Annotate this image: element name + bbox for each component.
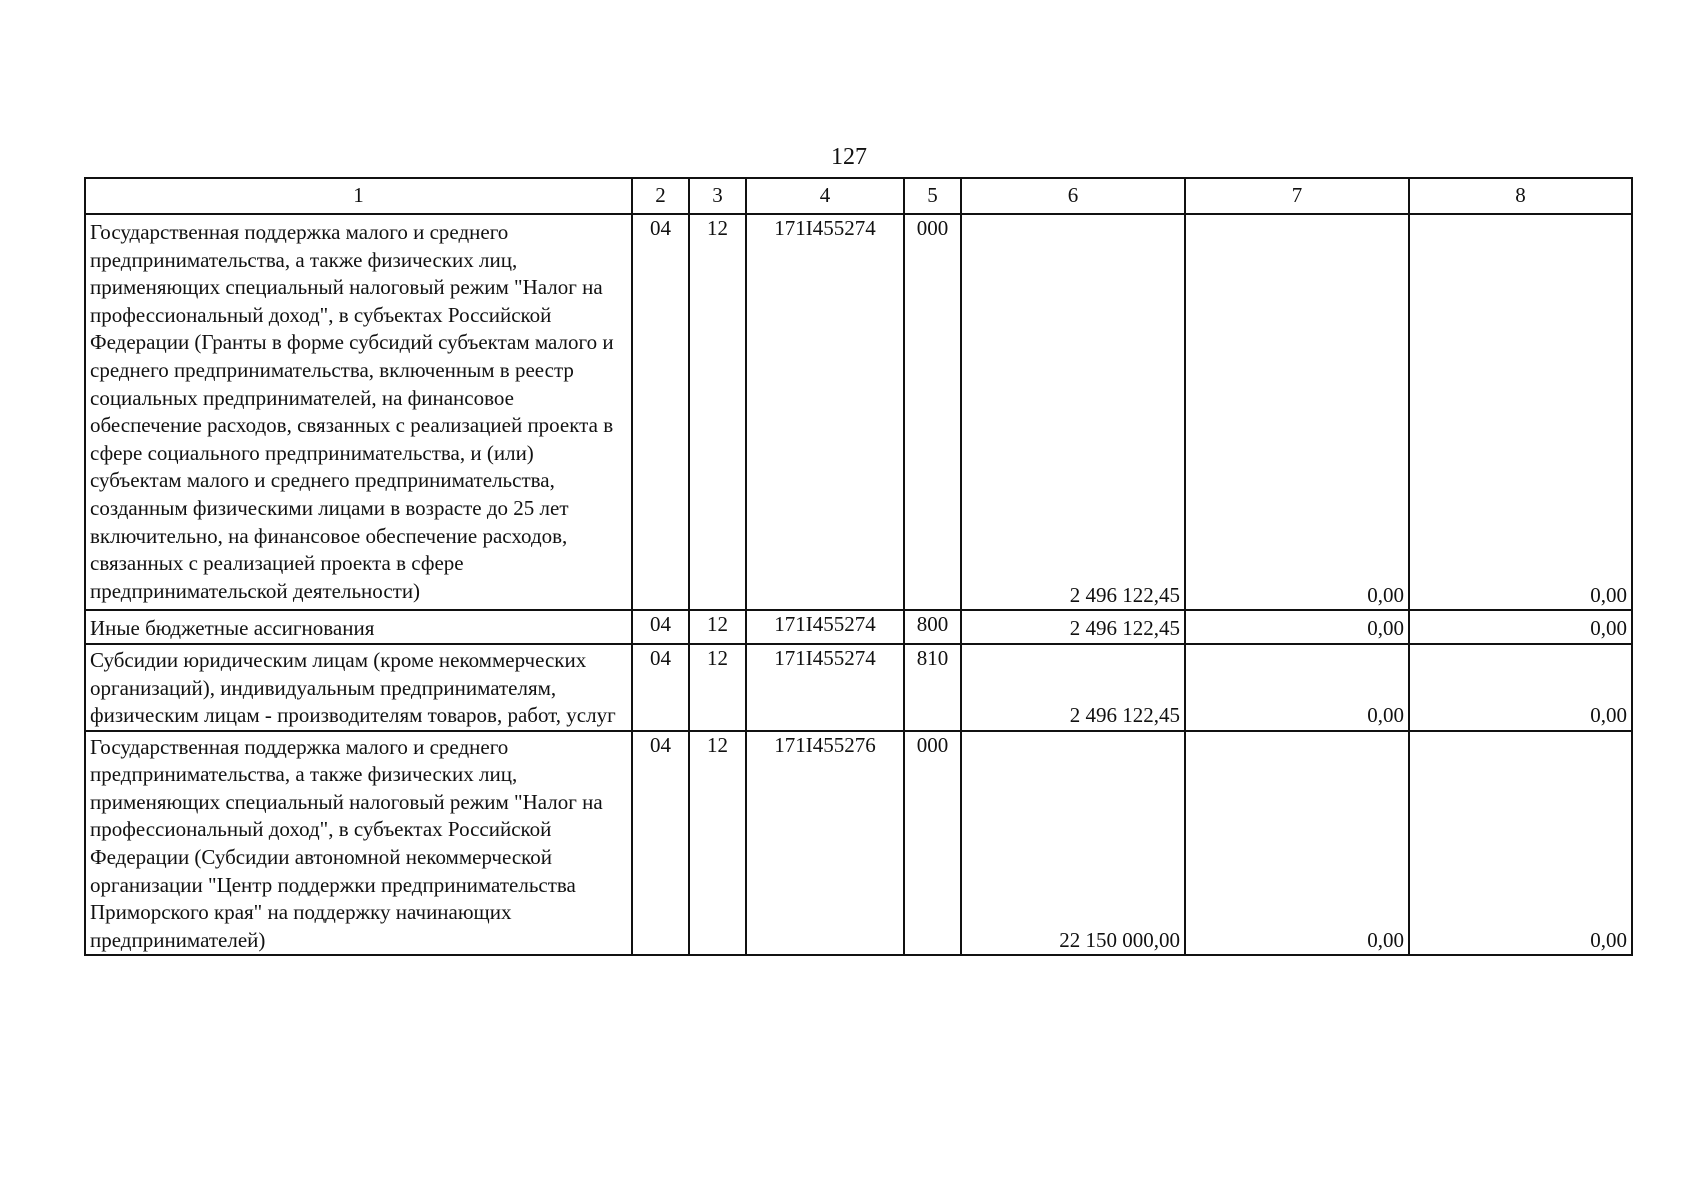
page-number: 127 (831, 144, 867, 170)
table-header-row (85, 178, 1632, 214)
row-amount-col8: 0,00 (1409, 610, 1632, 644)
table-row (85, 731, 1632, 956)
row-amount-col8: 0,00 (1409, 731, 1632, 956)
row-expense-type-code: 810 (904, 644, 961, 731)
row-name: Иные бюджетные ассигнования (85, 610, 632, 644)
header-col-3: 3 (689, 178, 746, 214)
row-expense-type-code: 000 (904, 731, 961, 956)
row-target-code: 171I455274 (746, 610, 904, 644)
row-name: Государственная поддержка малого и среднего предпринимательства, а также физических лиц, применяющих специальный налоговый режим "Налог на профессиональный доход", в субъектах Российской Федерации (Субсидии автономной некоммерческой организации "Центр поддержки предпринимательства Приморского края" на поддержку начинающих предпринимателей) (85, 731, 632, 956)
row-amount-col7: 0,00 (1185, 731, 1409, 956)
row-subsection-code: 12 (689, 731, 746, 956)
table-row (85, 644, 1632, 731)
row-name: Субсидии юридическим лицам (кроме некоммерческих организаций), индивидуальным предпринимателям, физическим лицам - производителям товаров, работ, услуг (85, 644, 632, 731)
row-target-code: 171I455274 (746, 214, 904, 610)
row-amount-col6: 2 496 122,45 (961, 644, 1185, 731)
row-amount-col7: 0,00 (1185, 610, 1409, 644)
row-amount-col6: 22 150 000,00 (961, 731, 1185, 956)
row-amount-col6: 2 496 122,45 (961, 610, 1185, 644)
row-amount-col7: 0,00 (1185, 214, 1409, 610)
row-amount-col6: 2 496 122,45 (961, 214, 1185, 610)
row-expense-type-code: 800 (904, 610, 961, 644)
row-expense-type-code: 000 (904, 214, 961, 610)
row-subsection-code: 12 (689, 610, 746, 644)
row-subsection-code: 12 (689, 644, 746, 731)
header-col-7: 7 (1185, 178, 1409, 214)
row-section-code: 04 (632, 644, 689, 731)
row-section-code: 04 (632, 214, 689, 610)
header-col-4: 4 (746, 178, 904, 214)
header-col-1: 1 (85, 178, 632, 214)
header-col-5: 5 (904, 178, 961, 214)
header-col-2: 2 (632, 178, 689, 214)
row-subsection-code: 12 (689, 214, 746, 610)
row-amount-col8: 0,00 (1409, 644, 1632, 731)
table-row (85, 214, 1632, 610)
row-amount-col7: 0,00 (1185, 644, 1409, 731)
row-amount-col8: 0,00 (1409, 214, 1632, 610)
row-target-code: 171I455276 (746, 731, 904, 956)
row-section-code: 04 (632, 610, 689, 644)
table-row (85, 610, 1632, 644)
row-name: Государственная поддержка малого и среднего предпринимательства, а также физических лиц, применяющих специальный налоговый режим "Налог на профессиональный доход", в субъектах Российской Федерации (Гранты в форме субсидий субъектам малого и среднего предпринимательства, включенным в реестр социальных предпринимателей, на финансовое обеспечение расходов, связанных с реализацией проекта в сфере социального предпринимательства, и (или) субъектам малого и среднего предпринимательства, созданным физическими лицами в возрасте до 25 лет включительно, на финансовое обеспечение расходов, связанных с реализацией проекта в сфере предпринимательской деятельности) (85, 214, 632, 610)
budget-table (84, 177, 1633, 956)
row-target-code: 171I455274 (746, 644, 904, 731)
header-col-6: 6 (961, 178, 1185, 214)
row-section-code: 04 (632, 731, 689, 956)
header-col-8: 8 (1409, 178, 1632, 214)
